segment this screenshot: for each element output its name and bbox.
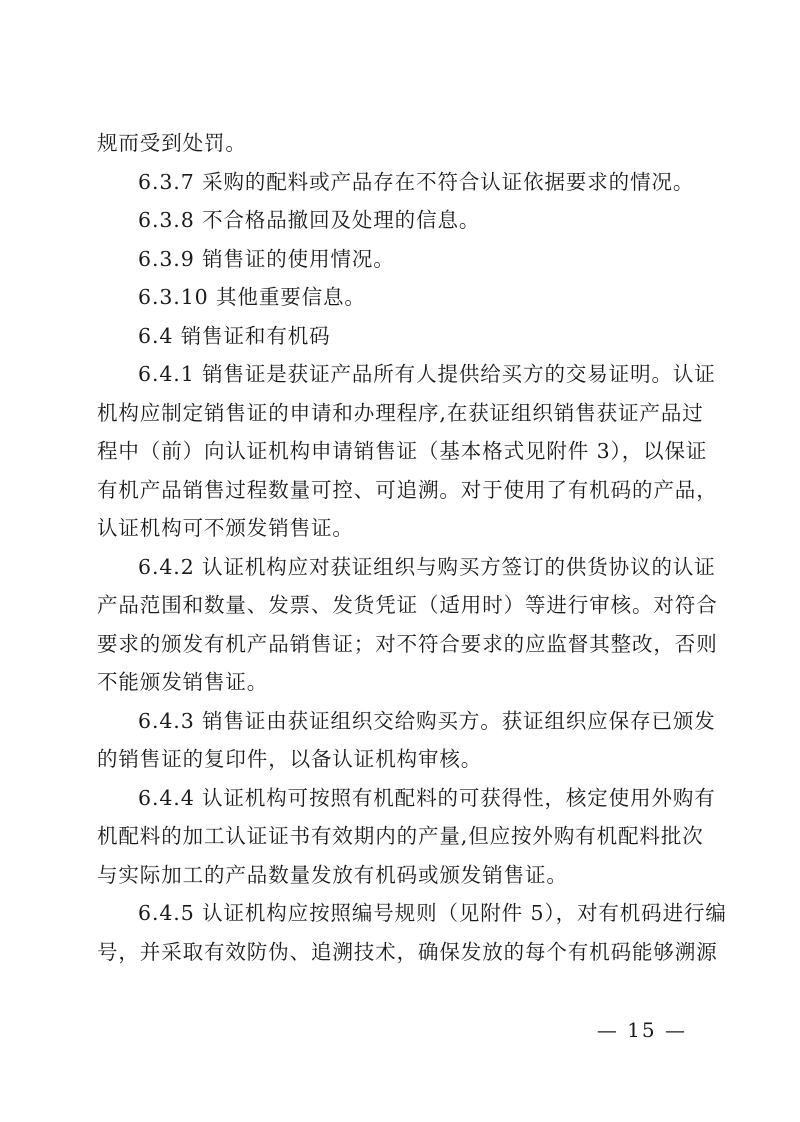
text-line: 6.3.7 采购的配料或产品存在不符合认证依据要求的情况。 <box>138 169 695 194</box>
text-line: 与实际加工的产品数量发放有机码或颁发销售证。 <box>97 862 568 887</box>
text-line: 的销售证的复印件，以备认证机构审核。 <box>97 747 483 771</box>
text-line: 机构应制定销售证的申请和办理程序,在获证组织销售获证产品过 <box>97 400 704 425</box>
text-line: 6.4.2 认证机构应对获证组织与购买方签订的供货协议的认证 <box>138 554 716 579</box>
text-line: 有机产品销售过程数量可控、可追溯。对于使用了有机码的产品， <box>97 477 718 502</box>
text-line: 6.4.3 销售证由获证组织交给购买方。获证组织应保存已颁发 <box>138 708 716 733</box>
text-line: 认证机构可不颁发销售证。 <box>97 516 354 540</box>
text-line: 不能颁发销售证。 <box>97 670 269 694</box>
text-line: 6.3.9 销售证的使用情况。 <box>138 246 395 271</box>
text-line: 规而受到处罚。 <box>97 131 247 155</box>
text-line: 6.4.1 销售证是获证产品所有人提供给买方的交易证明。认证 <box>138 362 716 386</box>
text-line: 6.4.4 认证机构可按照有机配料的可获得性，核定使用外购有 <box>138 785 716 810</box>
text-line: 机配料的加工认证证书有效期内的产量,但应按外购有机配料批次 <box>97 824 704 848</box>
text-line: 要求的颁发有机产品销售证；对不符合要求的应监督其整改，否则 <box>97 631 718 656</box>
text-line: 号，并采取有效防伪、追溯技术，确保发放的每个有机码能够溯源 <box>97 939 718 964</box>
page-number: — 15 — <box>596 1018 687 1042</box>
section-heading: 6.4 销售证和有机码 <box>138 323 331 348</box>
document-body <box>97 124 727 971</box>
text-line: 6.3.8 不合格品撤回及处理的信息。 <box>138 208 481 232</box>
text-line: 程中（前）向认证机构申请销售证（基本格式见附件 3），以保证 <box>97 439 708 463</box>
text-line: 6.3.10 其他重要信息。 <box>138 285 366 309</box>
text-line: 产品范围和数量、发票、发货凭证（适用时）等进行审核。对符合 <box>97 593 718 617</box>
text-line: 6.4.5 认证机构应按照编号规则（见附件 5），对有机码进行编 <box>138 901 727 925</box>
